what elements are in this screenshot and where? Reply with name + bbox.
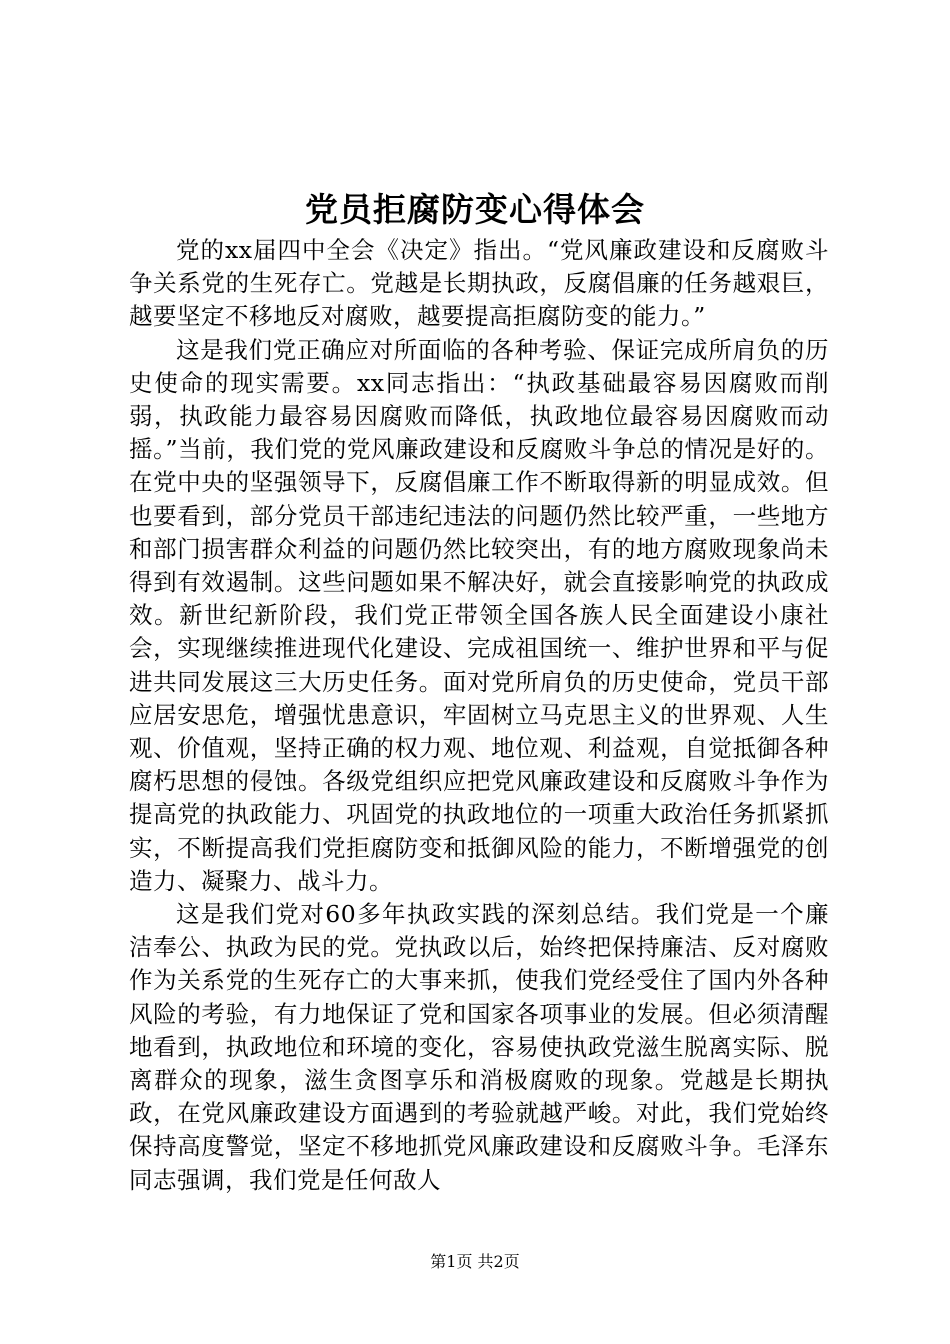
document-body [129,234,829,1197]
paragraph-1: 党的xx届四中全会《决定》指出。“党风廉政建设和反腐败斗争关系党的生死存亡。党越是长期执政，反腐倡廉的任务越艰巨，越要坚定不移地反对腐败，越要提高拒腐防变的能力。” [129,236,829,331]
page-footer: 第1页 共2页 [430,1252,520,1271]
paragraph-2: 这是我们党正确应对所面临的各种考验、保证完成所肩负的历史使命的现实需要。xx同志指出：“执政基础最容易因腐败而削弱，执政能力最容易因腐败而降低，执政地位最容易因腐败而动摇。”当前，我们党的党风廉政建设和反腐败斗争总的情况是好的。在党中央的坚强领导下，反腐倡廉工作不断取得新的明显成效。但也要看到，部分党员干部违纪违法的问题仍然比较严重，一些地方和部门损害群众利益的问题仍然比较突出，有的地方腐败现象尚未得到有效遏制。这些问题如果不解决好，就会直接影响党的执政成效。新世纪新阶段，我们党正带领全国各族人民全面建设小康社会，实现继续推进现代化建设、完成祖国统一、维护世界和平与促进共同发展这三大历史任务。面对党所肩负的历史使命，党员干部应居安思危，增强忧患意识，牢固树立马克思主义的世界观、人生观、价值观，坚持正确的权力观、地位观、利益观，自觉抵御各种腐朽思想的侵蚀。各级党组织应把党风廉政建设和反腐败斗争作为提高党的执政能力、巩固党的执政地位的一项重大政治任务抓紧抓实，不断提高我们党拒腐防变和抵御风险的能力，不断增强党的创造力、凝聚力、战斗力。 [129,335,829,895]
document-title: 党员拒腐防变心得体会 [305,190,645,229]
paragraph-3: 这是我们党对60多年执政实践的深刻总结。我们党是一个廉洁奉公、执政为民的党。党执政以后，始终把保持廉洁、反对腐败作为关系党的生死存亡的大事来抓，使我们党经受住了国内外各种风险的考验，有力地保证了党和国家各项事业的发展。但必须清醒地看到，执政地位和环境的变化，容易使执政党滋生脱离实际、脱离群众的现象，滋生贪图享乐和消极腐败的现象。党越是长期执政，在党风廉政建设方面遇到的考验就越严峻。对此，我们党始终保持高度警觉，坚定不移地抓党风廉政建设和反腐败斗争。毛泽东同志强调，我们党是任何敌人 [129,900,829,1194]
